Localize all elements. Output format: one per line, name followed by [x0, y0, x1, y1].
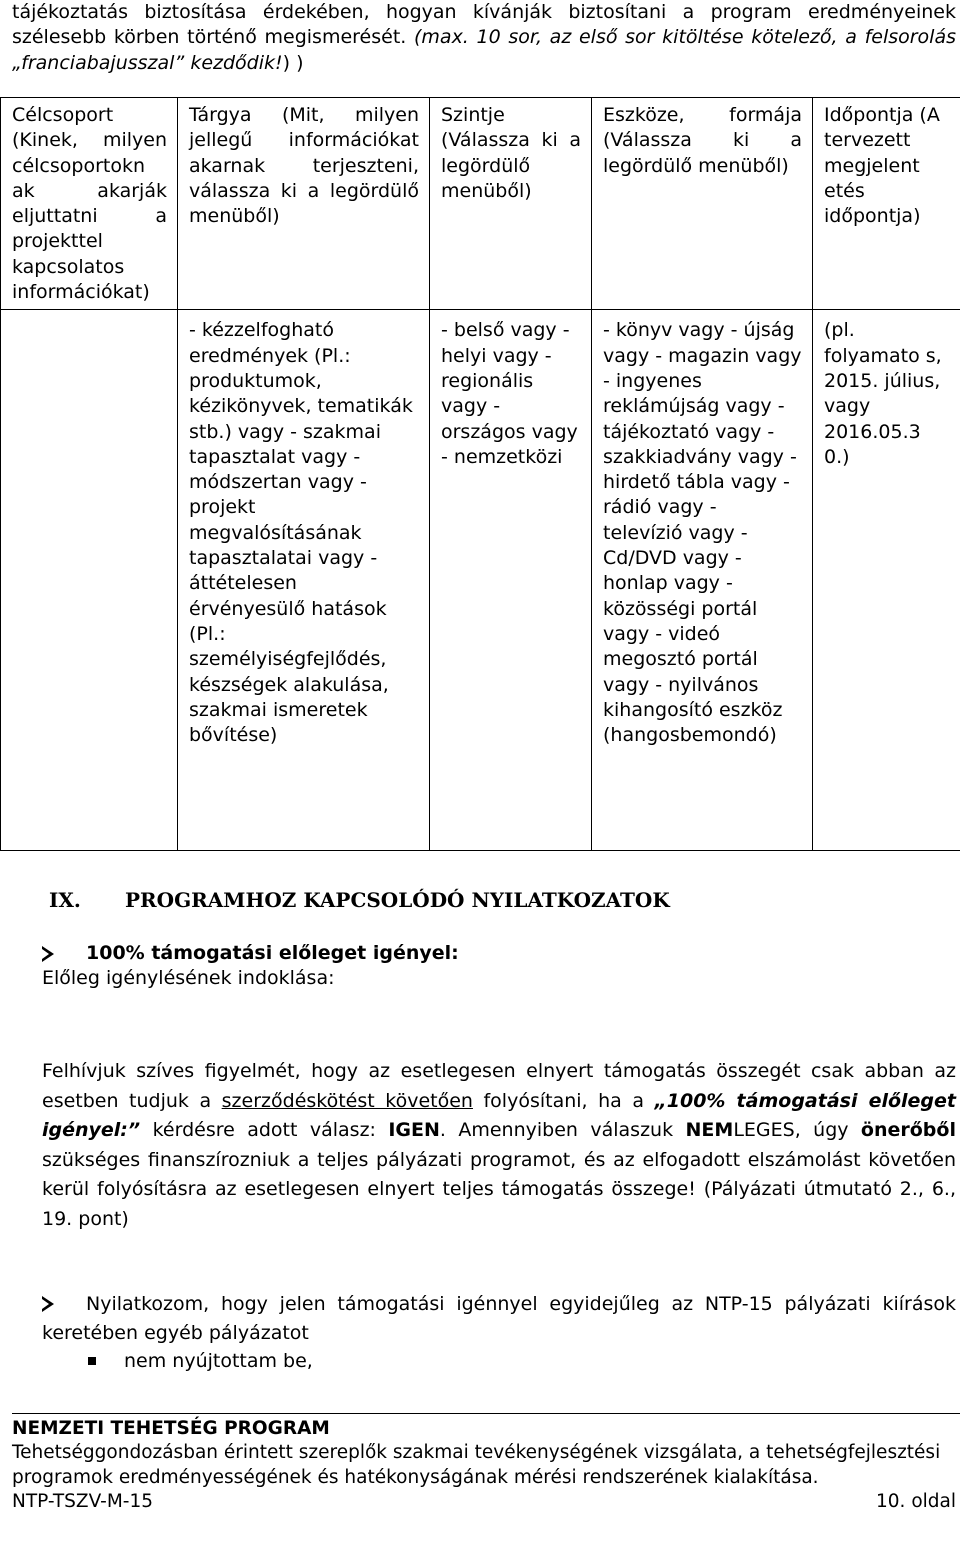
intro-paragraph	[12, 0, 956, 76]
square-bullet-icon	[88, 1357, 96, 1365]
declaration-option[interactable]: nem nyújtottam be,	[124, 1350, 313, 1372]
notice-igen: IGEN	[388, 1119, 440, 1141]
footer-title: NEMZETI TEHETSÉG PROGRAM	[12, 1418, 330, 1439]
declaration-paragraph	[42, 1290, 956, 1348]
level-cell[interactable]: - belső vagy - helyi vagy - regionális vagy - országos vagy - nemzetközi	[430, 310, 592, 851]
header-level: Szintje (Válassza ki a legördülő menüből)	[430, 98, 592, 310]
advance-request-item	[42, 941, 956, 992]
table-row	[1, 310, 960, 851]
advance-label: Előleg igénylésének indoklása:	[42, 967, 335, 990]
tool-cell[interactable]: - könyv vagy - újság vagy - magazin vagy - ingyenes reklámújság vagy - tájékoztató vagy - szakkiadvány vagy - hirdető tábla vagy - rádió vagy - televízió vagy - Cd/DVD vagy - honlap vagy - közösségi portál vagy - videó megosztó portál vagy - nyilvános kihangosító eszköz (hangosbemondó)	[592, 310, 813, 851]
footer-divider	[12, 1413, 960, 1414]
section-title: PROGRAMHOZ KAPCSOLÓDÓ NYILATKOZATOK	[125, 888, 670, 912]
page-number: 10. oldal	[876, 1490, 956, 1512]
notice-bold-italic: „100% támogatási előleget igényel:”	[42, 1089, 956, 1141]
subject-cell[interactable]: - kézzelfogható eredmények (Pl.: produktumok, kézikönyvek, tematikák stb.) vagy - szakmai tapasztalat vagy - módszertan vagy - projekt megvalósításának tapasztalatai vagy - áttételesen érvényesülő hatások (Pl.: személyiségfejlődés, készségek alakulása, szakmai ismeretek bővítése)	[178, 310, 430, 851]
notice-oneroes: önerőből	[860, 1119, 956, 1141]
notice-text: LEGES, úgy	[733, 1119, 861, 1141]
arrow-bullet-icon	[42, 946, 54, 962]
table-header-row	[1, 98, 960, 310]
notice-text: kérdésre adott válasz:	[140, 1119, 389, 1141]
section-heading	[49, 888, 670, 913]
declaration-text: Nyilatkozom, hogy jelen támogatási igénnyel egyidejűleg az NTP-15 pályázati kiírások keretében egyéb pályázatot	[42, 1293, 956, 1344]
intro-tail: ) )	[282, 51, 304, 74]
page-footer	[12, 1417, 956, 1514]
arrow-bullet-icon	[42, 1296, 54, 1312]
section-number: IX.	[49, 888, 81, 912]
intro-text: tájékoztatás biztosítása érdekében, hogyan kívánják biztosítani a program eredményeinek szélesebb körben történő megismerését.	[12, 1, 956, 49]
footer-meta-row	[12, 1490, 956, 1514]
footer-description: Tehetséggondozásban érintett szereplők szakmai tevékenységének vizsgálata, a tehetségfejlesztési programok eredményességének és hatékonyságának mérési rendszerének kialakítása.	[12, 1442, 941, 1488]
notice-text: folyósítani, ha a	[472, 1089, 655, 1112]
notice-paragraph	[42, 1057, 956, 1234]
header-date: Időpontja (A tervezett megjelent etés időpontja)	[813, 98, 960, 310]
header-subject: Tárgya (Mit, milyen jellegű információkat akarnak terjeszteni, válassza ki a legördülő menüből)	[178, 98, 430, 310]
notice-text: . Amennyiben válaszuk	[439, 1119, 686, 1141]
notice-nem: NEM	[685, 1119, 734, 1141]
advance-heading: 100% támogatási előleget igényel:	[86, 942, 459, 964]
footer-code: NTP-TSZV-M-15	[12, 1490, 154, 1512]
notice-underlined: szerződéskötést követően	[221, 1089, 473, 1112]
intro-italic-text: (max. 10 sor, az első sor kitöltése kötelező, a felsorolás „franciabajusszal” kezdődik!	[12, 26, 957, 74]
notice-text: Felhívjuk szíves figyelmét, hogy az esetlegesen elnyert támogatás összegét csak abban az esetben tudjuk a	[42, 1060, 956, 1112]
header-target-group: Célcsoport (Kinek, milyen célcsoportokn ak akarják eljuttatni a projekttel kapcsolatos információkat)	[1, 98, 178, 310]
notice-text: szükséges finanszírozniuk a teljes pályázati programot, és az elfogadott elszámolást követően kerül folyósításra az esetlegesen elnyert teljes támogatás összege! (Pályázati útmutató 2., 6., 19. pont)	[42, 1148, 956, 1230]
date-cell[interactable]: (pl. folyamato s, 2015. július, vagy 2016.05.3 0.)	[813, 310, 960, 851]
target-group-cell[interactable]	[1, 310, 178, 851]
dissemination-table	[0, 97, 960, 851]
header-tool: Eszköze, formája (Válassza ki a legördülő menüből)	[592, 98, 813, 310]
